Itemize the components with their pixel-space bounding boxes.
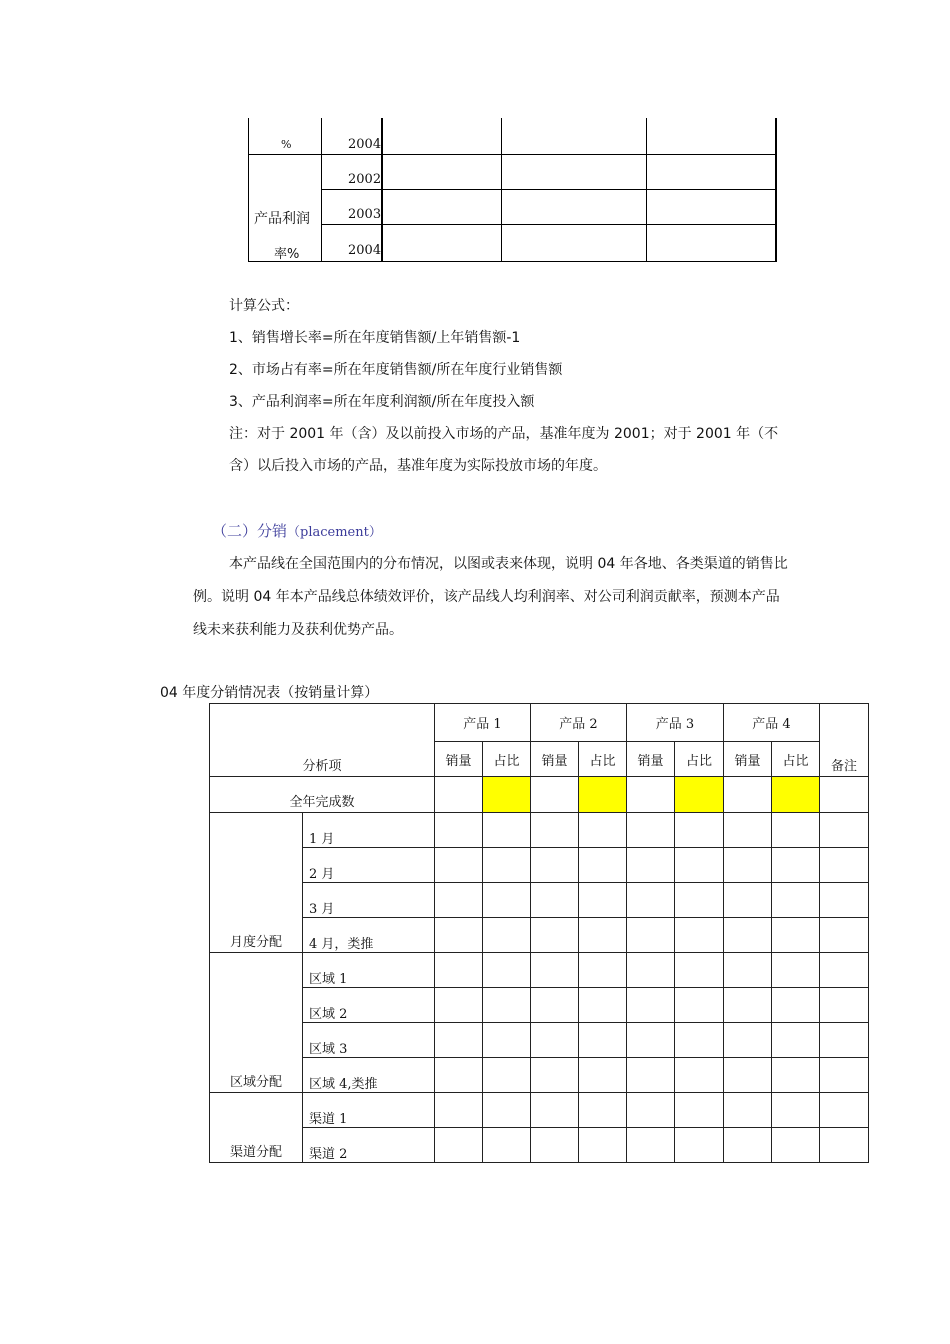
table-cell [435, 848, 483, 883]
table-cell [435, 1023, 483, 1058]
table-cell [435, 777, 483, 813]
formula-note: 含）以后投入市场的产品，基准年度为实际投放市场的年度。 [229, 458, 607, 474]
table-cell [435, 988, 483, 1023]
product-header: 产品 4 [724, 704, 820, 742]
table-cell [772, 1023, 820, 1058]
table-cell [579, 883, 627, 918]
year-cell: 2003 [348, 207, 382, 222]
product-header: 产品 3 [627, 704, 724, 742]
table-cell [820, 813, 869, 848]
table-cell [483, 848, 531, 883]
row-label: 区域 1 [303, 953, 435, 988]
table-cell [531, 813, 579, 848]
section-heading-en: （placement） [287, 525, 382, 540]
table-cell [675, 918, 724, 953]
table-cell [531, 848, 579, 883]
product-header: 产品 2 [531, 704, 627, 742]
table-cell [724, 777, 772, 813]
formula-note: 注：对于 2001 年（含）及以前投入市场的产品，基准年度为 2001；对于 2001 年（不 [229, 426, 779, 442]
table-cell [435, 1058, 483, 1093]
table-cell [675, 1023, 724, 1058]
table-cell [820, 1058, 869, 1093]
table-cell [724, 988, 772, 1023]
table-cell [579, 813, 627, 848]
table-cell [627, 883, 675, 918]
row-label: 1 月 [303, 813, 435, 848]
table-cell [627, 848, 675, 883]
group-label: 月度分配 [210, 813, 303, 953]
table-cell [772, 1128, 820, 1163]
table-cell [531, 883, 579, 918]
product-header: 产品 1 [435, 704, 531, 742]
table-cell [579, 848, 627, 883]
volume-header: 销量 [531, 742, 579, 777]
formula-item: 1、销售增长率=所在年度销售额/上年销售额-1 [229, 330, 521, 346]
table-cell [579, 1128, 627, 1163]
group-label: 区域分配 [210, 953, 303, 1093]
year-cell: 2004 [348, 243, 382, 258]
row-label: 渠道 1 [303, 1093, 435, 1128]
distribution-table [209, 703, 869, 1163]
table-cell [627, 918, 675, 953]
row-label: 区域 2 [303, 988, 435, 1023]
table-cell [627, 1128, 675, 1163]
row-label: 区域 3 [303, 1023, 435, 1058]
row-label: 3 月 [303, 883, 435, 918]
row-label-percent: % [281, 138, 292, 151]
table-cell [675, 988, 724, 1023]
corner-label: 分析项 [210, 704, 435, 777]
table-cell [579, 1058, 627, 1093]
table-cell [483, 1128, 531, 1163]
highlighted-cell [772, 777, 820, 813]
table-cell [531, 777, 579, 813]
table-cell [820, 1093, 869, 1128]
volume-header: 销量 [435, 742, 483, 777]
table-cell [772, 1093, 820, 1128]
formula-item: 3、产品利润率=所在年度利润额/所在年度投入额 [229, 394, 535, 410]
section-paragraph: 本产品线在全国范围内的分布情况，以图或表来体现，说明 04 年各地、各类渠道的销售比 [229, 556, 788, 572]
table-cell [627, 777, 675, 813]
table-cell [483, 988, 531, 1023]
formula-heading: 计算公式： [229, 298, 299, 314]
table-cell [820, 848, 869, 883]
table-cell [531, 1058, 579, 1093]
table-cell [724, 953, 772, 988]
table-cell [579, 1023, 627, 1058]
table-cell [724, 1128, 772, 1163]
table-cell [675, 953, 724, 988]
table-cell [531, 918, 579, 953]
section-paragraph: 线未来获利能力及获利优势产品。 [193, 622, 403, 638]
table-cell [724, 918, 772, 953]
share-header: 占比 [483, 742, 531, 777]
table-cell [435, 953, 483, 988]
table-cell [579, 918, 627, 953]
table-cell [772, 848, 820, 883]
highlighted-cell [483, 777, 531, 813]
volume-header: 销量 [627, 742, 675, 777]
section-heading [212, 520, 382, 541]
table-cell [820, 777, 869, 813]
table-cell [483, 883, 531, 918]
table-cell [435, 1128, 483, 1163]
table-cell [772, 883, 820, 918]
table-cell [483, 1093, 531, 1128]
table-cell [435, 883, 483, 918]
table-cell [772, 918, 820, 953]
table-cell [675, 1093, 724, 1128]
table-cell [531, 1128, 579, 1163]
table-cell [627, 1093, 675, 1128]
table-cell [724, 1023, 772, 1058]
section-heading-cn: （二）分销 [212, 522, 288, 540]
remarks-header: 备注 [820, 704, 869, 777]
table-cell [483, 953, 531, 988]
table-cell [531, 1023, 579, 1058]
table-cell [627, 1058, 675, 1093]
table-cell [531, 953, 579, 988]
table-cell [627, 988, 675, 1023]
table-cell [483, 918, 531, 953]
year-cell: 2004 [348, 137, 382, 152]
table-cell [772, 1058, 820, 1093]
table-cell [724, 813, 772, 848]
row-label: 4 月，类推 [303, 918, 435, 953]
table-cell [772, 953, 820, 988]
volume-header: 销量 [724, 742, 772, 777]
row-label: 区域 4,类推 [303, 1058, 435, 1093]
table-cell [820, 1128, 869, 1163]
section-paragraph: 例。说明 04 年本产品线总体绩效评价，该产品线人均利润率、对公司利润贡献率，预测本产品 [193, 589, 780, 605]
table-cell [579, 988, 627, 1023]
table-cell [483, 1058, 531, 1093]
table-cell [579, 953, 627, 988]
share-header: 占比 [772, 742, 820, 777]
table-cell [483, 813, 531, 848]
table-cell [627, 953, 675, 988]
table-cell [435, 1093, 483, 1128]
table-cell [675, 813, 724, 848]
table-cell [531, 1093, 579, 1128]
highlighted-cell [675, 777, 724, 813]
profit-rate-table [248, 118, 777, 262]
table-cell [724, 848, 772, 883]
table-cell [675, 1128, 724, 1163]
table-cell [820, 883, 869, 918]
table-cell [435, 918, 483, 953]
table-cell [724, 1093, 772, 1128]
group-label: 渠道分配 [210, 1093, 303, 1163]
table-cell [820, 1023, 869, 1058]
table-cell [531, 988, 579, 1023]
share-header: 占比 [579, 742, 627, 777]
table-cell [675, 848, 724, 883]
table-cell [820, 953, 869, 988]
table-cell [627, 1023, 675, 1058]
table-cell [724, 883, 772, 918]
total-row-label: 全年完成数 [210, 777, 435, 813]
highlighted-cell [579, 777, 627, 813]
row-label-profit: 产品利润 [254, 211, 310, 227]
table-cell [675, 1058, 724, 1093]
table-cell [483, 1023, 531, 1058]
table-cell [627, 813, 675, 848]
table-cell [579, 1093, 627, 1128]
row-label-rate: 率% [274, 247, 300, 262]
row-label: 渠道 2 [303, 1128, 435, 1163]
table-cell [820, 988, 869, 1023]
formula-item: 2、市场占有率=所在年度销售额/所在年度行业销售额 [229, 362, 563, 378]
row-label: 2 月 [303, 848, 435, 883]
table-title: 04 年度分销情况表（按销量计算） [160, 685, 379, 701]
table-cell [820, 918, 869, 953]
year-cell: 2002 [348, 172, 382, 187]
table-cell [675, 883, 724, 918]
share-header: 占比 [675, 742, 724, 777]
table-cell [772, 988, 820, 1023]
table-cell [772, 813, 820, 848]
table-cell [724, 1058, 772, 1093]
table-cell [435, 813, 483, 848]
